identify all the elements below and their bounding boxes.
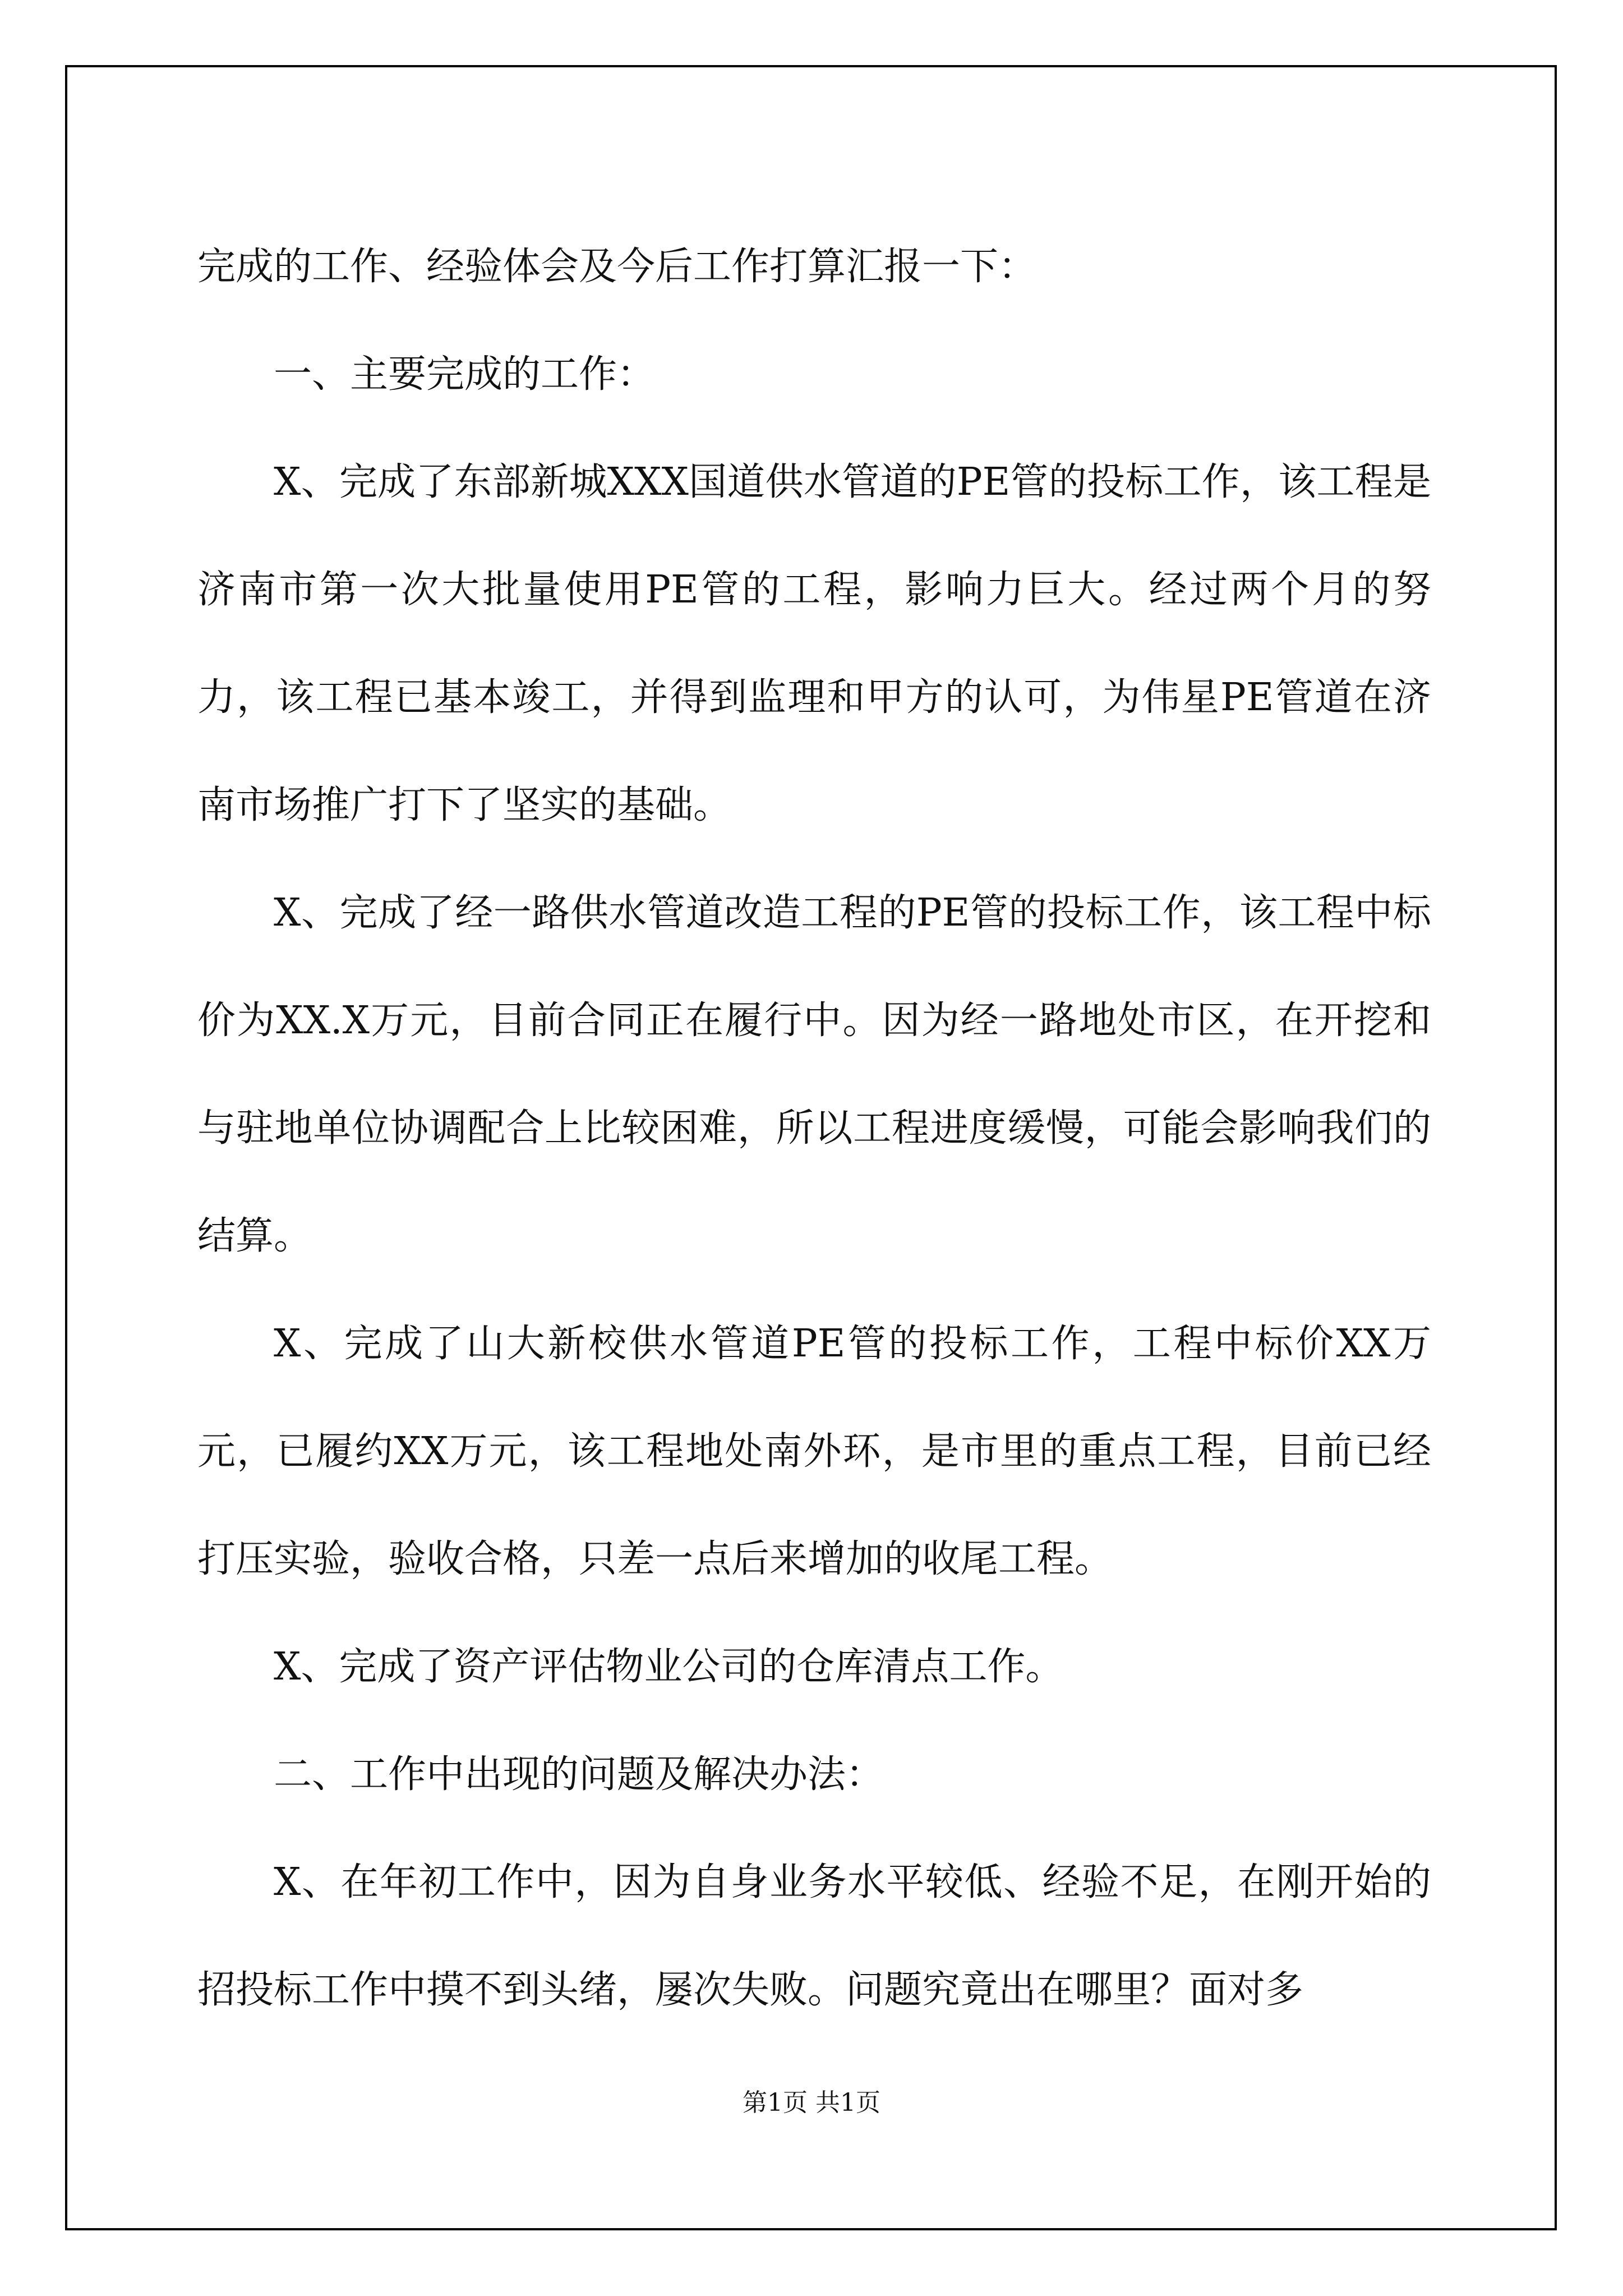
paragraph-5: X、完成了山大新校供水管道PE管的投标工作，工程中标价XX万元，已履约XX万元，该工程地处南外环，是市里的重点工程，目前已经打压实验，验收合格，只差一点后来增加的收尾工程。 (197, 1322, 1431, 1581)
paragraph-3: X、完成了东部新城XXX国道供水管道的PE管的投标工作，该工程是济南市第一次大批量使用PE管的工程，影响力巨大。经过两个月的努力，该工程已基本竣工，并得到监理和甲方的认可，为伟星PE管道在济南市场推广打下了坚实的基础。 (197, 460, 1431, 827)
paragraph-6: X、完成了资产评估物业公司的仓库清点工作。 (274, 1645, 1064, 1689)
paragraph-4: X、完成了经一路供水管道改造工程的PE管的投标工作，该工程中标价为XX.X万元，目前合同正在履行中。因为经一路地处市区，在开挖和与驻地单位协调配合上比较困难，所以工程进度缓慢，可能会影响我们的结算。 (197, 891, 1431, 1258)
paragraph-8: X、在年初工作中，因为自身业务水平较低、经验不足，在刚开始的招投标工作中摸不到头绪，屡次失败。问题究竟出在哪里？面对多 (197, 1860, 1431, 2012)
paragraph-1: 完成的工作、经验体会及今后工作打算汇报一下： (197, 245, 1037, 289)
paragraph-2: 一、主要完成的工作： (274, 352, 656, 397)
document-body (197, 213, 1431, 2044)
paragraph-7: 二、工作中出现的问题及解决办法： (274, 1752, 884, 1797)
page-number-footer: 第1页 共1页 (743, 2088, 880, 2117)
